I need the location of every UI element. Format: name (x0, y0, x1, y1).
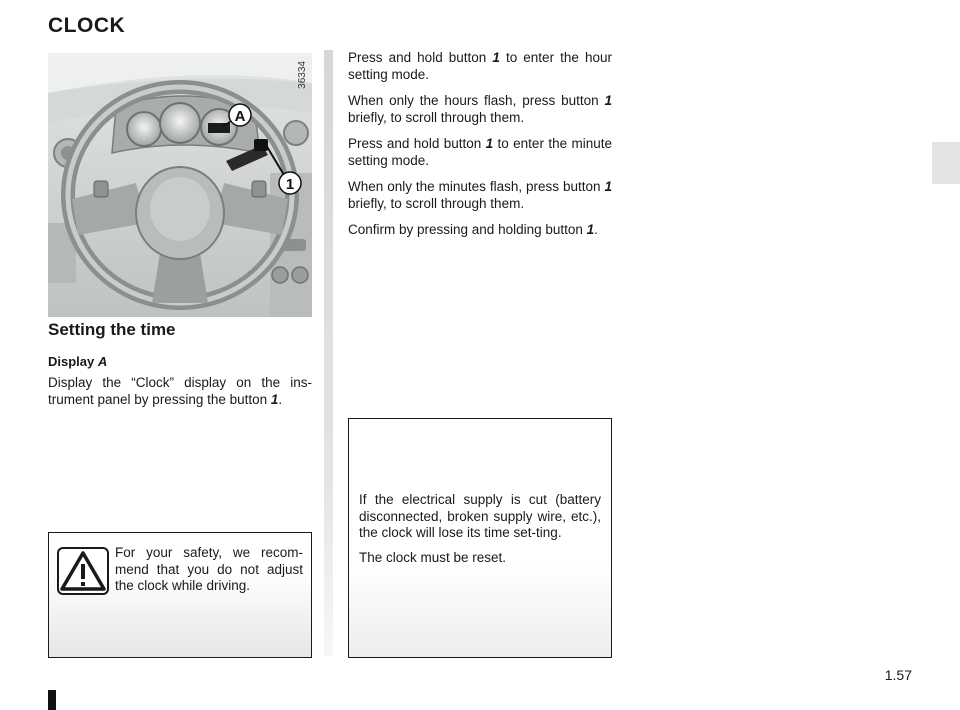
info-note-content (359, 492, 601, 574)
callout-a-label: A (234, 108, 246, 125)
step-text: . (594, 222, 598, 237)
display-label-ref: A (97, 354, 108, 369)
step-text: Confirm by pressing and holding button (348, 222, 587, 237)
step-ref: 1 (485, 136, 494, 151)
column-divider (324, 50, 333, 656)
display-instruction (48, 375, 312, 408)
step-paragraph (348, 136, 612, 169)
step-paragraph (348, 222, 612, 239)
step-paragraph (348, 179, 612, 212)
step-text: to enter the minute setting mode. (348, 136, 612, 168)
warning-triangle-icon (57, 547, 109, 595)
right-column-text (348, 50, 612, 249)
step-text: Press and hold button (348, 136, 486, 151)
dashboard-drawing (48, 53, 312, 317)
step-ref: 1 (492, 50, 500, 65)
info-note-paragraph: If the electrical supply is cut (battery disconnected, broken supply wire, etc.), the clock will lose its time set-ting. (359, 492, 601, 540)
section-side-tab (932, 142, 960, 184)
step-text: When only the hours flash, press button (348, 93, 605, 108)
corner-mark (48, 690, 56, 710)
display-instruction-ref: 1 (270, 391, 279, 407)
step-ref: 1 (604, 179, 612, 194)
display-instruction-text: Display the “Clock” display on the ins-trument panel by pressing the button (48, 375, 312, 407)
left-column-text (48, 320, 312, 416)
info-note-box (348, 418, 612, 658)
display-label-prefix: Display (48, 354, 98, 369)
step-ref: 1 (604, 93, 612, 108)
step-paragraph (348, 93, 612, 126)
safety-warning-text: For your safety, we recom-mend that you do not adjust the clock while driving. (115, 545, 303, 593)
step-text: When only the minutes flash, press button (348, 179, 605, 194)
step-text: briefly, to scroll through them. (348, 109, 525, 125)
step-text: Press and hold button (348, 50, 493, 65)
section-title: Setting the time (48, 320, 176, 339)
step-text: briefly, to scroll through them. (348, 195, 525, 211)
safety-warning-box (48, 532, 312, 658)
steering-wheel-illustration (48, 53, 312, 317)
step-paragraph (348, 50, 612, 83)
page-title: CLOCK (48, 14, 126, 37)
display-label (48, 354, 312, 369)
figure-reference-code: 36334 (297, 61, 308, 89)
display-instruction-end: . (278, 391, 283, 407)
callout-1-label: 1 (285, 176, 295, 193)
step-text: to enter the hour setting mode. (348, 50, 612, 82)
info-note-paragraph: The clock must be reset. (359, 549, 507, 565)
step-ref: 1 (586, 222, 595, 237)
page-number: 1.57 (884, 667, 912, 683)
